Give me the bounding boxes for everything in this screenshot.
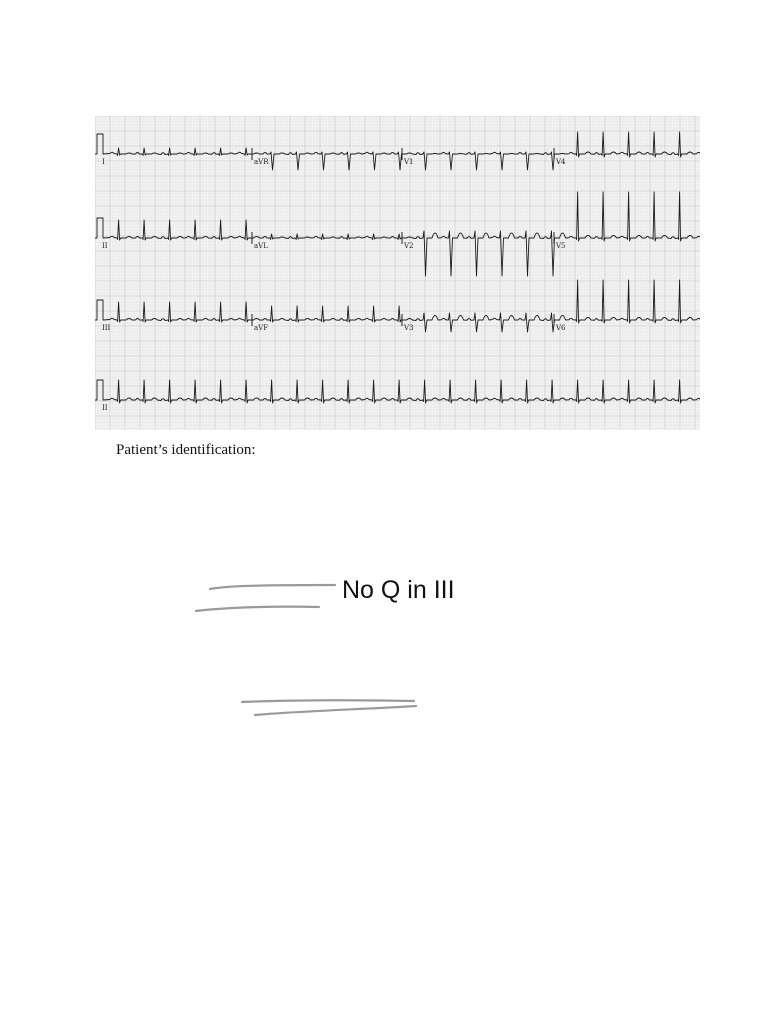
patient-identification-label: Patient’s identification: — [116, 442, 256, 458]
lead-label: II — [102, 404, 108, 412]
lead-label: aVL — [254, 242, 268, 250]
lead-label: V4 — [556, 158, 566, 166]
lead-label: V1 — [404, 158, 414, 166]
lead-label: V5 — [556, 242, 566, 250]
lead-label: III — [102, 324, 111, 332]
lead-label: aVF — [254, 324, 269, 332]
ecg-tracing — [95, 116, 700, 430]
lead-label: V2 — [404, 242, 414, 250]
ink-stroke — [196, 607, 319, 611]
ink-stroke — [242, 700, 414, 702]
lead-label: V3 — [404, 324, 414, 332]
annotation-text: No Q in III — [342, 576, 455, 604]
lead-label: V6 — [556, 324, 566, 332]
lead-label: I — [102, 158, 105, 166]
ink-stroke — [255, 706, 416, 715]
lead-label: aVR — [254, 158, 269, 166]
ink-stroke — [210, 585, 335, 589]
lead-label: II — [102, 242, 108, 250]
